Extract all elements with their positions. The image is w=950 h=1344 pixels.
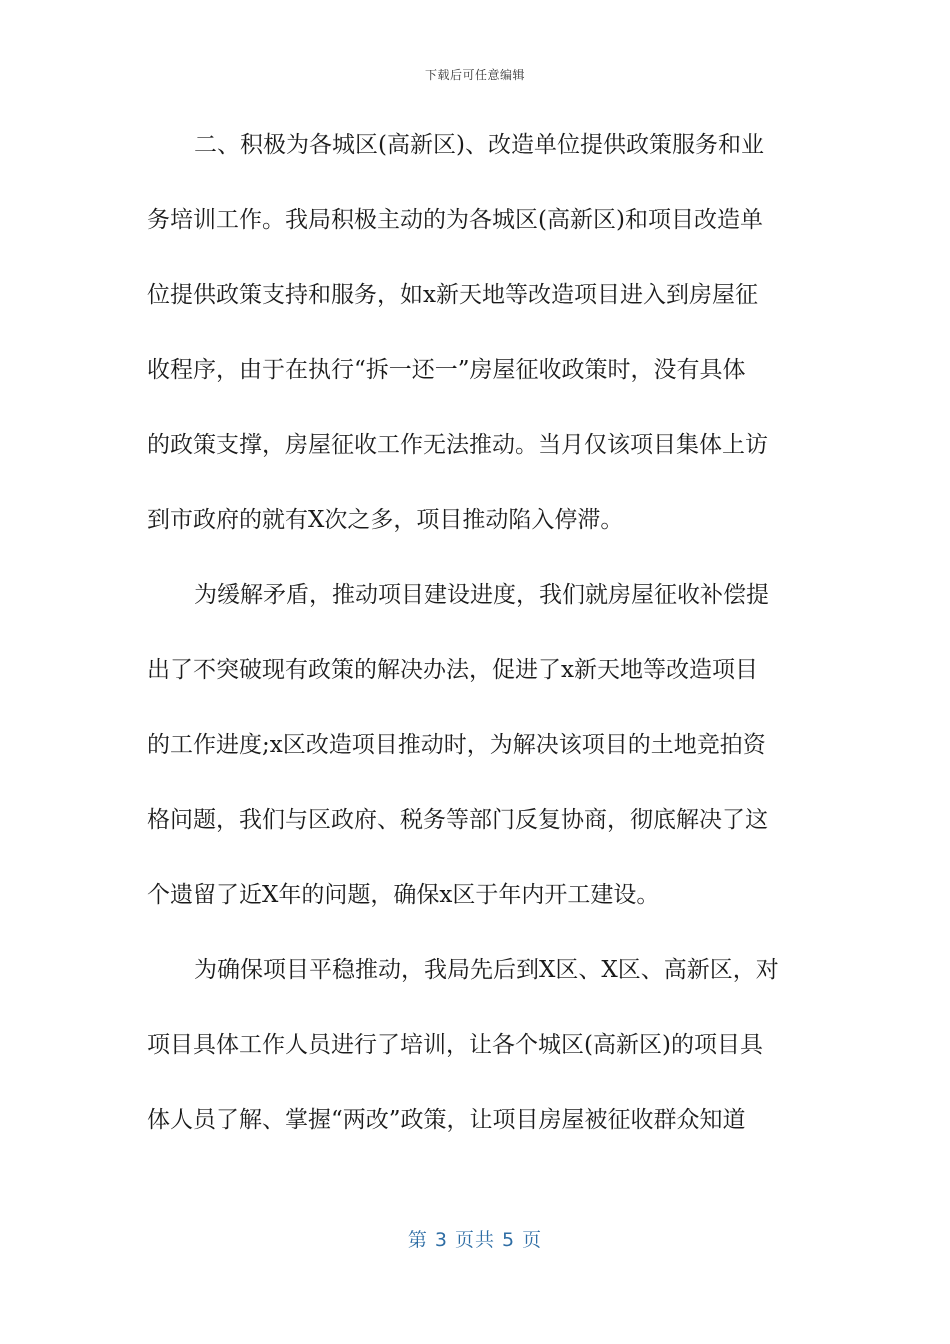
page-header: 下载后可任意编辑: [424, 68, 525, 82]
page-number-footer: 第 3 页共 5 页: [407, 1229, 543, 1251]
document-body: [147, 125, 803, 1175]
paragraph-line: 为确保项目平稳推动，我局先后到X区、X区、高新区，对: [194, 957, 779, 983]
paragraph-line: 务培训工作。我局积极主动的为各城区(高新区)和项目改造单: [147, 207, 763, 233]
paragraph-line: 格问题，我们与区政府、税务等部门反复协商，彻底解决了这: [147, 807, 768, 833]
paragraph-line: 位提供政策支持和服务，如x新天地等改造项目进入到房屋征: [147, 282, 758, 308]
paragraph-line: 二、积极为各城区(高新区)、改造单位提供政策服务和业: [194, 132, 764, 158]
paragraph-line: 出了不突破现有政策的解决办法，促进了x新天地等改造项目: [147, 657, 758, 683]
paragraph-line: 的政策支撑，房屋征收工作无法推动。当月仅该项目集体上访: [147, 432, 768, 458]
paragraph-line: 为缓解矛盾，推动项目建设进度，我们就房屋征收补偿提: [194, 582, 769, 608]
paragraph-line: 体人员了解、掌握“两改”政策，让项目房屋被征收群众知道: [147, 1107, 746, 1133]
paragraph-line: 收程序，由于在执行“拆一还一”房屋征收政策时，没有具体: [147, 357, 746, 383]
paragraph-line: 的工作进度;x区改造项目推动时，为解决该项目的土地竞拍资: [147, 732, 766, 758]
paragraph-line: 个遗留了近X年的问题，确保x区于年内开工建设。: [147, 882, 660, 908]
paragraph-line: 到市政府的就有X次之多，项目推动陷入停滞。: [147, 507, 624, 533]
paragraph-line: 项目具体工作人员进行了培训，让各个城区(高新区)的项目具: [147, 1032, 763, 1058]
